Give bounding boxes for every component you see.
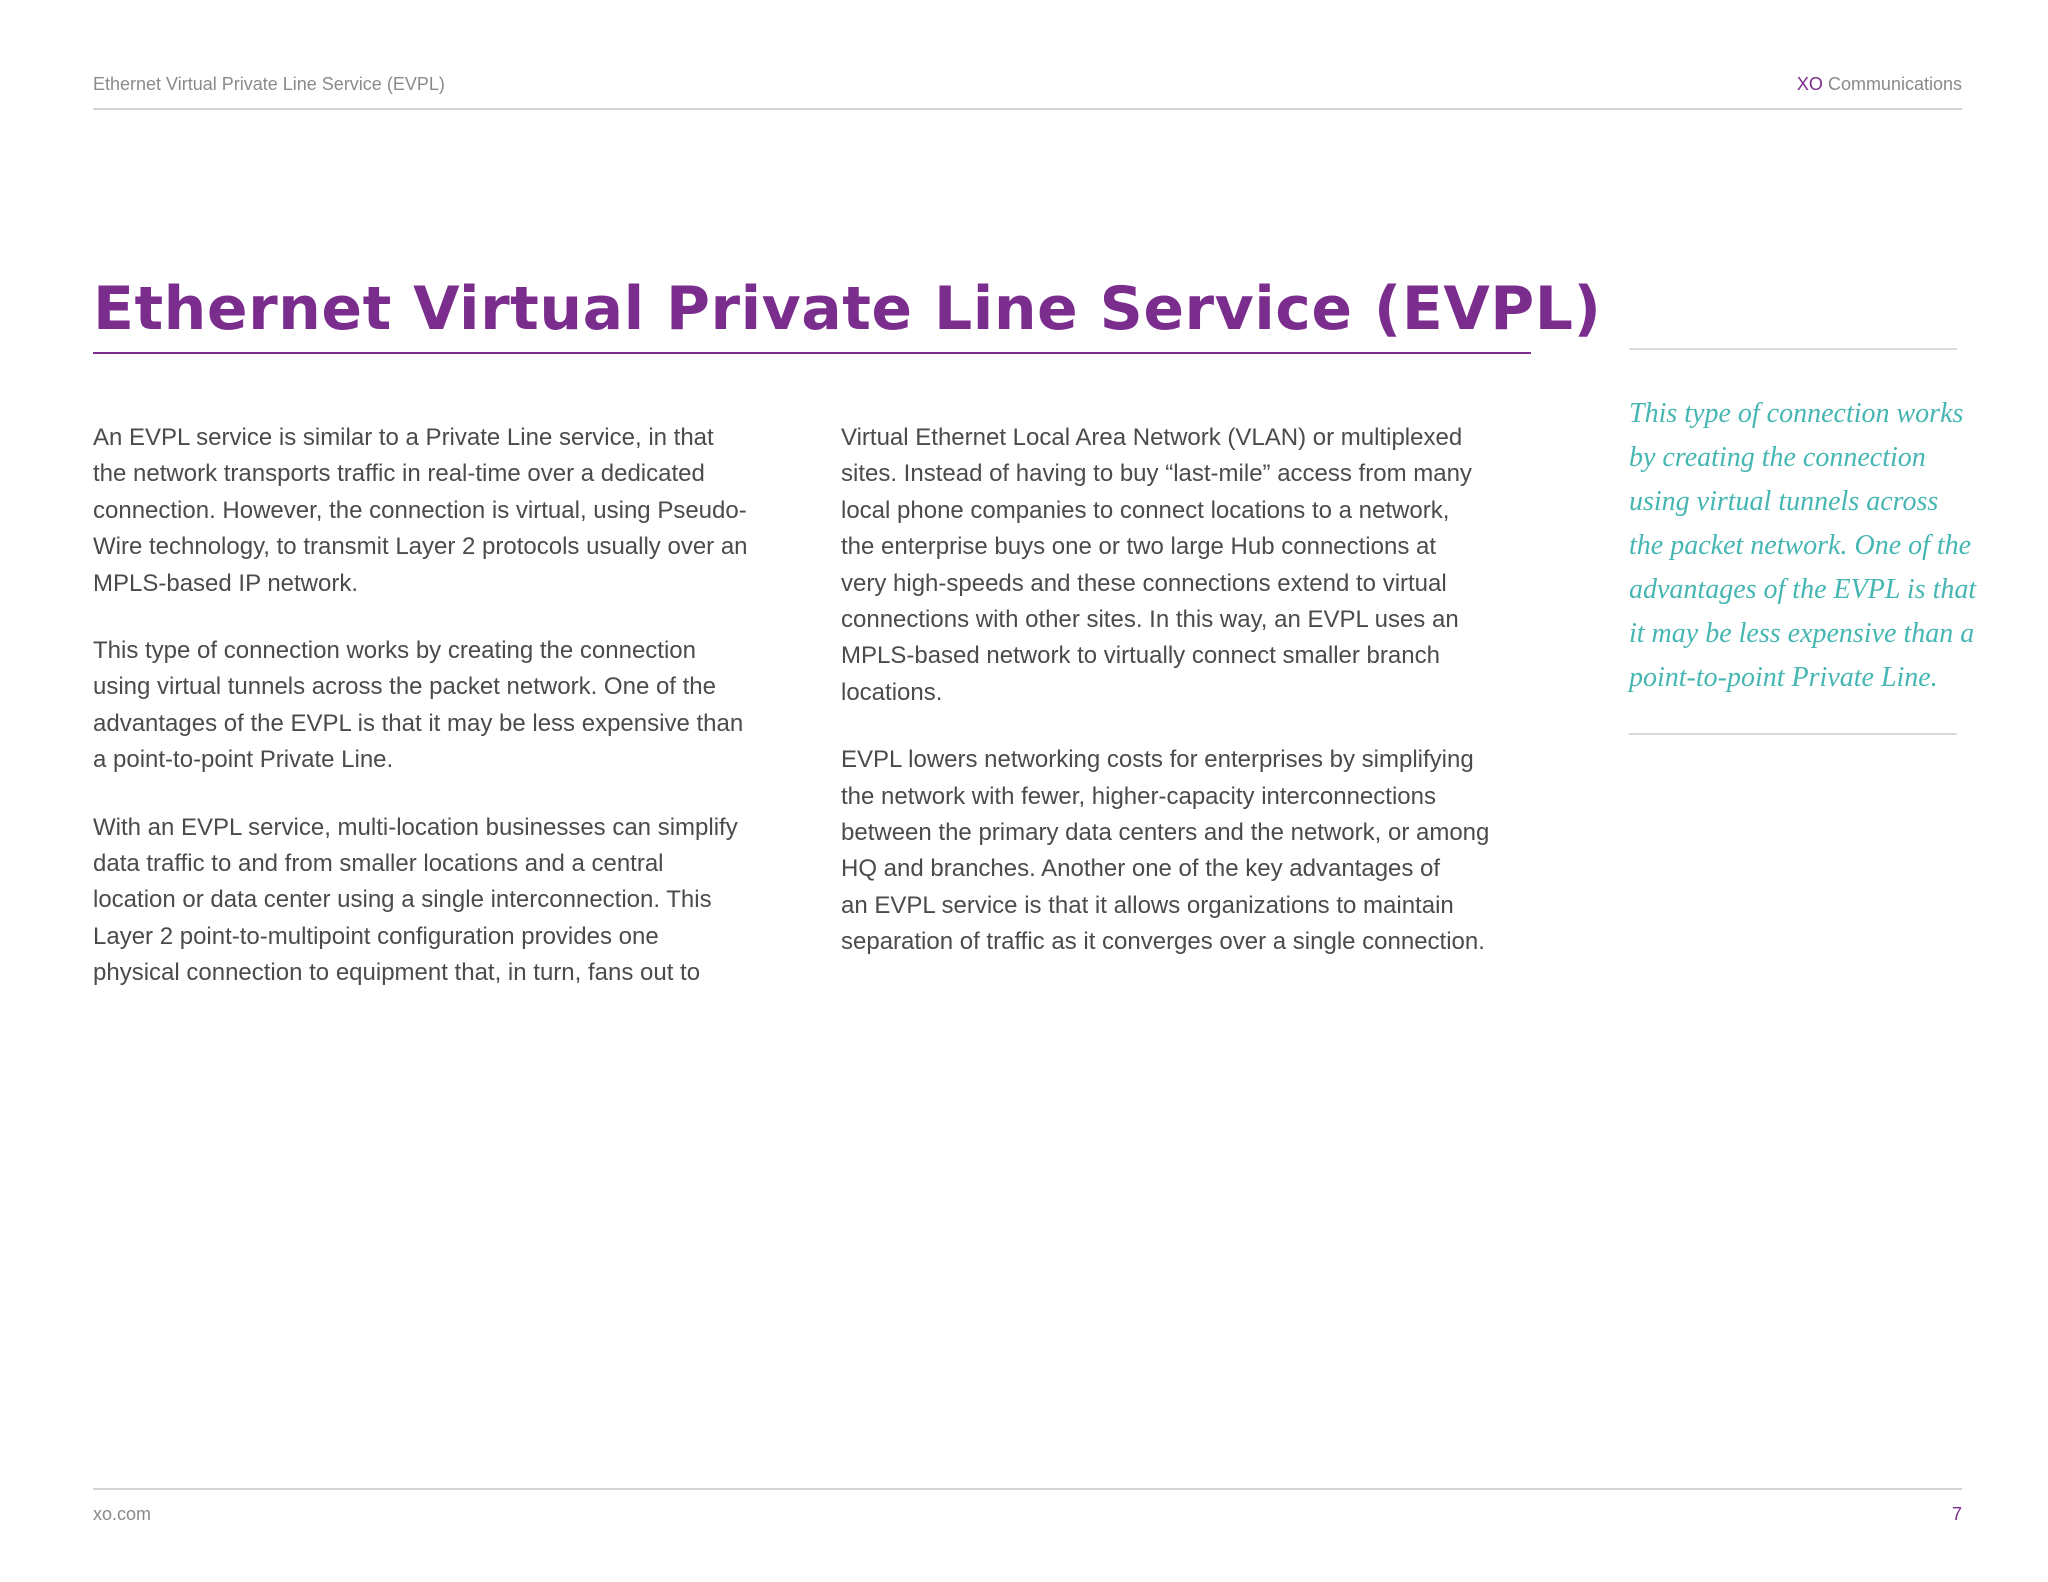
paragraph [841, 742, 1541, 960]
paragraph [93, 633, 793, 779]
paragraph-line: locations. [841, 678, 943, 706]
paragraph-line: the network transports traffic in real-time over a dedicated [93, 460, 705, 488]
paragraph-line: connection. However, the connection is virtual, using Pseudo- [93, 496, 747, 524]
running-footer [93, 1488, 1962, 1528]
pull-quote-line: by creating the connection [1629, 442, 1926, 473]
paragraph-line: the enterprise buys one or two large Hub connections at [841, 533, 1437, 561]
paragraph-line: data traffic to and from smaller locations and a central [93, 850, 664, 878]
running-header [93, 74, 1962, 110]
body-column-right [841, 420, 1541, 992]
paragraph-line: HQ and branches. Another one of the key advantages of [841, 855, 1441, 883]
paragraph-line: This type of connection works by creating the connection [93, 637, 696, 665]
paragraph-line: very high-speeds and these connections extend to virtual [841, 569, 1447, 597]
paragraph-line: Layer 2 point-to-multipoint configuration provides one [93, 922, 659, 950]
pull-quote-text [1629, 392, 1976, 700]
paragraph [93, 420, 793, 602]
pull-quote-line: This type of connection works [1629, 398, 1964, 429]
paragraph-line: a point-to-point Private Line. [93, 746, 394, 774]
paragraph-line: separation of traffic as it converges over a single connection. [841, 928, 1485, 956]
paragraph-line: With an EVPL service, multi-location businesses can simplify [93, 813, 738, 841]
paragraph-line: using virtual tunnels across the packet network. One of the [93, 673, 717, 701]
brand-mark-xo: XO [1796, 74, 1823, 94]
header-brand [1797, 74, 1962, 95]
paragraph [841, 420, 1541, 711]
paragraph-line: an EVPL service is that it allows organizations to maintain [841, 891, 1454, 919]
paragraph-line: connections with other sites. In this way, an EVPL uses an [841, 606, 1459, 634]
paragraph-line: physical connection to equipment that, in turn, fans out to [93, 959, 701, 987]
pull-quote-line: point-to-point Private Line. [1629, 662, 1938, 693]
paragraph-line: Wire technology, to transmit Layer 2 protocols usually over an [93, 533, 748, 561]
page-number: 7 [1951, 1504, 1962, 1524]
pull-quote-line: using virtual tunnels across [1629, 486, 1939, 517]
brand-name: Communications [1822, 74, 1962, 94]
paragraph-line: location or data center using a single interconnection. This [93, 886, 712, 914]
pull-quote-line: advantages of the EVPL is that [1629, 574, 1977, 605]
paragraph-line: sites. Instead of having to buy “last-mile” access from many [841, 460, 1472, 488]
paragraph-line: between the primary data centers and the network, or among [841, 819, 1490, 847]
paragraph-line: MPLS-based network to virtually connect smaller branch [841, 642, 1440, 670]
footer-site-url: xo.com [93, 1504, 152, 1524]
page-title: Ethernet Virtual Private Line Service (EVPL) [93, 274, 1531, 354]
paragraph-line: advantages of the EVPL is that it may be less expensive than [93, 709, 744, 737]
paragraph-line: An EVPL service is similar to a Private Line service, in that [93, 424, 714, 451]
pull-quote-line: it may be less expensive than a [1629, 618, 1975, 649]
paragraph-line: the network with fewer, higher-capacity interconnections [841, 782, 1436, 810]
paragraph-line: MPLS-based IP network. [93, 569, 359, 597]
pull-quote [1629, 348, 1977, 735]
paragraph [93, 810, 793, 992]
paragraph-line: Virtual Ethernet Local Area Network (VLAN) or multiplexed [841, 424, 1463, 451]
header-document-title: Ethernet Virtual Private Line Service (EVPL) [93, 74, 445, 94]
paragraph-line: local phone companies to connect locations to a network, [841, 496, 1450, 524]
paragraph-line: EVPL lowers networking costs for enterprises by simplifying [841, 746, 1474, 774]
body-column-left [93, 420, 793, 1023]
pull-quote-line: the packet network. One of the [1629, 530, 1972, 561]
